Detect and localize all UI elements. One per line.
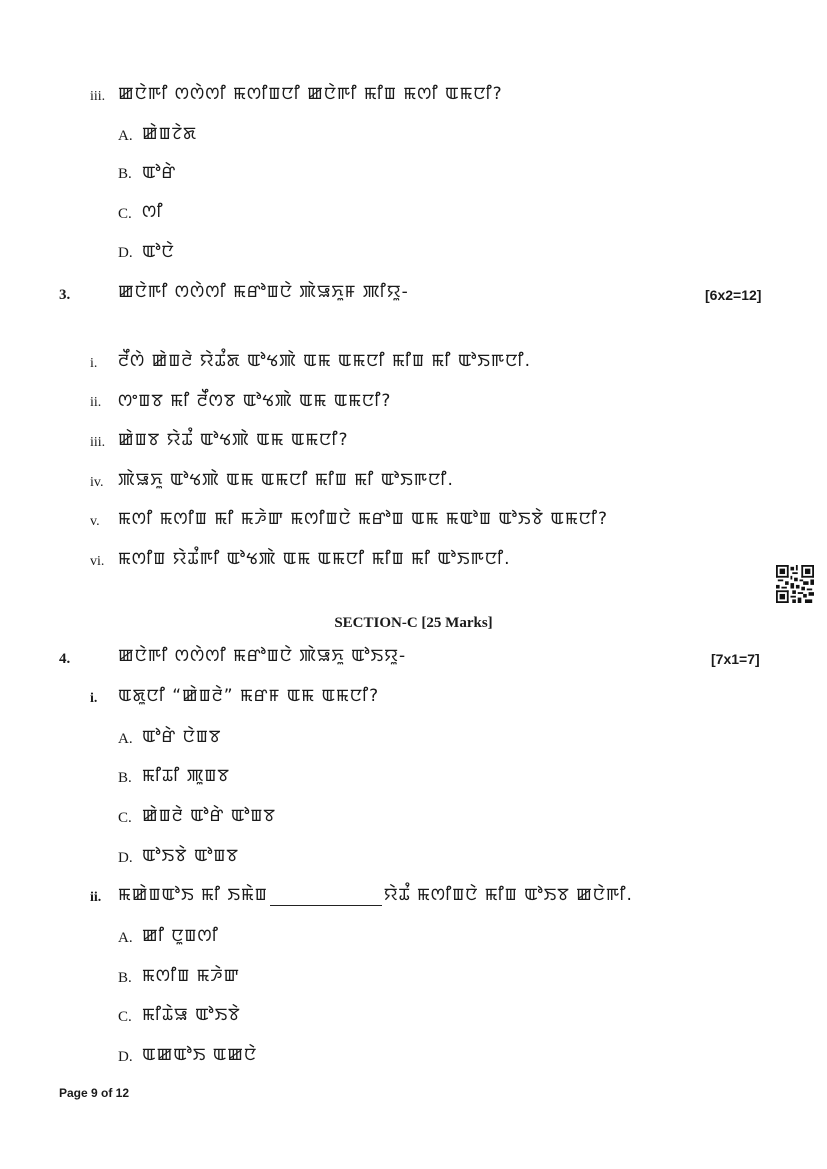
option-letter: C. xyxy=(118,810,132,826)
option-letter: C. xyxy=(118,206,132,222)
option-text: ꯀꯥꯡꯖꯥꯗ xyxy=(142,124,197,144)
option-text: ꯁꯤ xyxy=(142,202,164,222)
sub-question-number: ii. xyxy=(90,890,102,905)
option-letter: A. xyxy=(118,731,133,747)
sub-question-number: ii. xyxy=(90,395,102,410)
option-text: ꯀꯥꯡꯂꯥ ꯑꯣꯔꯥ ꯑꯣꯡꯕ xyxy=(142,806,276,826)
option-letter: A. xyxy=(118,128,133,144)
question-text: ꯀꯅꯥꯒꯤ ꯁꯁꯥꯁꯤ ꯃꯁꯤꯡꯅꯤ ꯀꯅꯥꯒꯤ ꯃꯤꯡ ꯃꯁꯤ ꯑꯃꯅꯤ? xyxy=(118,84,503,104)
option-text: ꯑꯀꯑꯣꯏ ꯑꯀꯅꯥ xyxy=(142,1045,258,1065)
qr-code-icon xyxy=(776,565,814,603)
question-instruction: ꯀꯅꯥꯒꯤ ꯁꯁꯥꯁꯤ ꯃꯔꯣꯡꯅꯥ ꯄꯥꯎꯈꯨ ꯑꯣꯏꯌꯨ- xyxy=(118,646,407,666)
answer-blank[interactable] xyxy=(270,891,382,906)
page-number: Page 9 of 12 xyxy=(59,1086,130,1100)
option-letter: D. xyxy=(118,1049,133,1065)
sub-question-number: iii. xyxy=(90,435,106,450)
option-text: ꯃꯁꯤꯡ ꯃꯍꯥꯛ xyxy=(142,966,240,986)
marks-label: [6x2=12] xyxy=(705,287,762,303)
option-letter: C. xyxy=(118,1009,132,1025)
sub-question-text: ꯂꯩꯁꯥ ꯀꯥꯡꯂꯥ ꯌꯥꯊꯪꯗ ꯑꯣꯠꯄꯥ ꯑꯃ ꯑꯃꯅꯤ ꯃꯤꯡ ꯃꯤ ꯑꯣꯏꯒꯅꯤ. xyxy=(118,351,531,371)
sub-question-text: ꯄꯥꯎꯈꯨ ꯑꯣꯠꯄꯥ ꯑꯃ ꯑꯃꯅꯤ ꯃꯤꯡ ꯃꯤ ꯑꯣꯏꯒꯅꯤ. xyxy=(118,470,454,490)
marks-label: [7x1=7] xyxy=(711,651,760,667)
option-letter: D. xyxy=(118,245,133,261)
sub-question-text: ꯁꯦꯡꯕ ꯃꯤ ꯂꯩꯁꯕ ꯑꯣꯠꯄꯥ ꯑꯃ ꯑꯃꯅꯤ? xyxy=(118,391,392,411)
option-text: ꯑꯣꯅꯥ xyxy=(142,242,175,262)
sub-question-text-before: ꯃꯀꯥꯡꯑꯣꯏ ꯃꯤ ꯏꯃꯥꯡ xyxy=(118,885,268,905)
option-text: ꯀꯤ ꯅꯨꯡꯁꯤ xyxy=(142,926,219,946)
section-heading: SECTION-C [25 Marks] xyxy=(334,615,493,631)
option-letter: A. xyxy=(118,930,133,946)
option-text: ꯑꯣꯏꯕꯥ ꯑꯣꯡꯕ xyxy=(142,846,239,866)
question-number: iii. xyxy=(90,89,106,104)
sub-question-number: vi. xyxy=(90,554,105,569)
option-letter: D. xyxy=(118,850,133,866)
option-letter: B. xyxy=(118,166,132,182)
sub-question-text: ꯃꯁꯤꯡ ꯌꯥꯊꯪꯒꯤ ꯑꯣꯠꯄꯥ ꯑꯃ ꯑꯃꯅꯤ ꯃꯤꯡ ꯃꯤ ꯑꯣꯏꯒꯅꯤ. xyxy=(118,549,511,569)
sub-question-text: ꯃꯁꯤ ꯃꯁꯤꯡ ꯃꯤ ꯃꯍꯥꯛ ꯃꯁꯤꯡꯅꯥ ꯃꯔꯣꯡ ꯑꯃ ꯃꯑꯣꯡ ꯑꯣꯏꯕꯥ ꯑꯃꯅꯤ? xyxy=(118,509,609,529)
option-text: ꯃꯤꯊꯥꯎ ꯑꯣꯏꯕꯥ xyxy=(142,1005,241,1025)
question-number: 3. xyxy=(59,287,71,303)
sub-question-number: iv. xyxy=(90,475,104,490)
sub-question-text xyxy=(118,883,633,906)
option-text: ꯑꯣꯔꯥ xyxy=(142,163,177,183)
sub-question-number: i. xyxy=(90,691,98,706)
sub-question-number: i. xyxy=(90,356,98,371)
sub-question-number: v. xyxy=(90,514,100,529)
sub-question-text: ꯀꯥꯡꯕ ꯌꯥꯊꯪ ꯑꯣꯠꯄꯥ ꯑꯃ ꯑꯃꯅꯤ? xyxy=(118,430,349,450)
option-text: ꯃꯤꯊꯤ ꯄꯨꯡꯕ xyxy=(142,766,230,786)
option-letter: B. xyxy=(118,970,132,986)
sub-question-text-after: ꯌꯥꯊꯪ ꯃꯁꯤꯡꯅꯥ ꯃꯤꯡ ꯑꯣꯏꯕ ꯀꯅꯥꯒꯤ. xyxy=(383,885,633,905)
option-text: ꯑꯣꯔꯥ ꯅꯥꯡꯕ xyxy=(142,727,222,747)
question-number: 4. xyxy=(59,651,71,667)
question-instruction: ꯀꯅꯥꯒꯤ ꯁꯁꯥꯁꯤ ꯃꯔꯣꯡꯅꯥ ꯄꯥꯎꯈꯨꯝ ꯄꯤꯌꯨ- xyxy=(118,282,409,302)
sub-question-text: ꯑꯗꯨꯅꯤ “ꯀꯥꯡꯂꯥ” ꯃꯔꯝ ꯑꯃ ꯑꯃꯅꯤ? xyxy=(118,686,380,706)
option-letter: B. xyxy=(118,770,132,786)
